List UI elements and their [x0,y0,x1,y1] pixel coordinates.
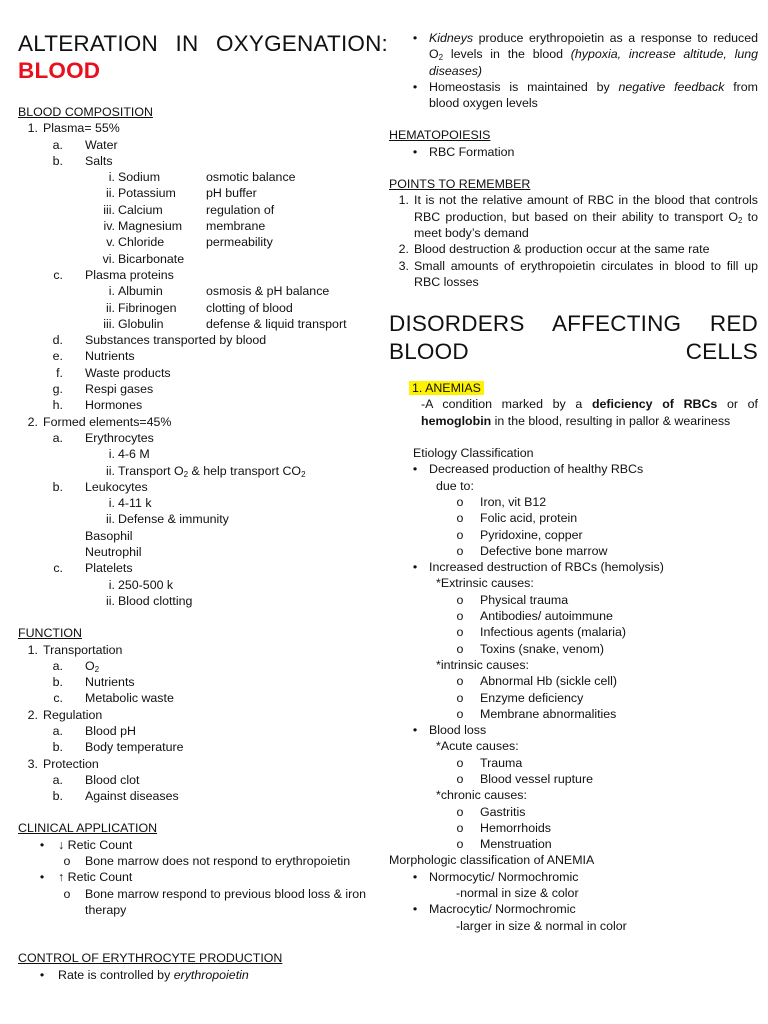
list-item: o Bone marrow respond to previous blood loss & iron therapy [63,886,367,917]
other-list [18,332,388,413]
list-item: a. Erythrocytes [52,430,154,445]
list-item: o Trauma [456,755,523,770]
list-item: ii. Transport $O_2$ & help transport $CO_2$ [106,463,306,479]
list-item: b. Against diseases [52,789,179,804]
heading-clinical-application: CLINICAL APPLICATION [18,821,158,836]
list-item: • ↓ Retic Count [39,837,133,852]
list-item: -normal in size & color [456,886,579,901]
list-item: o Bone marrow does not respond to erythropoietin [63,854,351,869]
list-item: iii. Globulin defense & liquid transport [103,316,347,331]
list-item: ii. Potassium pH buffer [106,186,257,201]
list-item: • Decreased production of healthy RBCs [412,462,644,477]
list-item: i. 250-500 k [108,577,174,592]
list-item: 1. Plasma= 55% [27,121,120,136]
list-item: *intrinsic causes: [436,657,529,672]
list-item: o Pyridoxine, copper [456,527,583,542]
list-item: o Toxins (snake, venom) [456,641,604,656]
heading-blood-composition: BLOOD COMPOSITION [18,105,153,119]
list-item: b. Nutrients [52,675,135,690]
list-item: o Membrane abnormalities [456,706,617,721]
list-item: ii. Defense & immunity [106,512,229,527]
list-item: ii. Blood clotting [106,593,193,608]
list-item: o Abnormal Hb (sickle cell) [456,674,618,689]
list-item: 2. Regulation [27,707,103,722]
list-item: • RBC Formation [412,144,515,159]
list-item: a. Blood clot [52,772,140,787]
acute-causes-list [389,755,758,788]
list-item: 1. Transportation [27,642,123,657]
intrinsic-causes-list [389,673,758,722]
list-item: g. Respi gases [52,382,154,397]
right-column [389,30,758,934]
list-item: -larger in size & normal in color [456,918,627,933]
list-item: o Defective bone marrow [456,543,608,558]
list-item: *Extrinsic causes: [436,576,534,591]
list-item: o Infectious agents (malaria) [456,625,627,640]
morphologic-heading: Morphologic classification of ANEMIA [389,853,595,868]
list-item: o Antibodies/ autoimmune [456,609,613,624]
list-item: iii. Calcium regulation of [103,202,275,217]
list-item: 2. Formed elements=45% [27,414,172,429]
list-item: b. Leukocytes [52,479,148,494]
list-item: Neutrophil [85,545,142,560]
heading-function: FUNCTION [18,626,83,641]
list-item: h. Hormones [52,398,143,413]
list-item: *chronic causes: [436,788,527,803]
list-item: • Rate is controlled by erythropoietin [39,967,249,982]
list-item: o Menstruation [456,837,552,852]
list-item: d. Substances transported by blood [52,333,267,348]
list-item: c. Metabolic waste [53,691,174,706]
extrinsic-causes-list [389,592,758,657]
list-item: f. Waste products [56,365,171,380]
etiology-heading: Etiology Classification [413,446,534,461]
list-item: • Macrocytic/ Normochromic [412,902,576,917]
page-title: ALTERATION IN OXYGENATION: [18,31,388,56]
list-item: 1. It is not the relative amount of RBC in the blood that controls RBC production, but based on their ability to transport $O_2$ to meet body’s demand [398,193,758,240]
heading-control-erythrocyte: CONTROL OF ERYTHROCYTE PRODUCTION [18,951,283,966]
list-item: e. Nutrients [52,349,135,364]
list-item: 2. Blood destruction & production occur at the same rate [398,242,710,257]
list-item: i. 4-11 k [108,496,152,511]
list-item: c. Plasma proteins [53,267,174,282]
list-item: a. Blood pH [52,723,136,738]
heading-points-to-remember: POINTS TO REMEMBER [389,177,531,192]
list-item: o Gastritis [456,804,526,819]
list-item: o Iron, vit B12 [456,494,547,509]
list-item: due to: [436,478,474,493]
list-item: 3. Small amounts of erythropoietin circulates in blood to fill up RBC losses [398,258,758,289]
list-item: o Folic acid, protein [456,511,578,526]
anemia-definition: -A condition marked by a deficiency of RBCs or of hemoglobin in the blood, resulting in pallor & weariness [421,397,758,428]
list-item: a. Water [52,137,118,152]
list-item: iv. Magnesium membrane [103,219,266,234]
heading-disorders: DISORDERS AFFECTING RED BLOOD CELLS [389,311,758,365]
list-item: o Blood vessel rupture [456,771,593,786]
heading-hematopoiesis: HEMATOPOIESIS [389,128,491,143]
page-title-blood: BLOOD [18,58,101,83]
list-item: • Blood loss [412,723,487,738]
list-item: • Homeostasis is maintained by negative feedback from blood oxygen levels [412,79,758,111]
list-item: b. Salts [52,153,113,168]
chronic-causes-list [389,804,758,853]
list-item: o Enzyme deficiency [456,690,584,705]
list-item: • ↑ Retic Count [39,870,133,885]
list-item: • Kidneys produce erythropoietin as a response to reduced $O_2$ levels in the blood (hypoxia, increase altitude, lung diseases) [412,31,759,78]
list-item: i. Sodium osmotic balance [108,170,296,185]
list-item: • Normocytic/ Normochromic [412,869,579,884]
list-item: o Physical trauma [456,592,569,607]
list-item: v. Chloride permeability [106,235,273,250]
list-item: ii. Fibrinogen clotting of blood [106,300,293,315]
left-column [18,30,388,983]
list-item: c. Platelets [53,561,133,576]
heading-anemias: 1. ANEMIAS [409,380,758,396]
salts-list [18,169,388,267]
list-item: • Increased destruction of RBCs (hemolysis) [412,560,664,575]
list-item: Basophil [85,528,133,543]
decreased-causes-list [389,494,758,559]
list-item: b. Body temperature [52,740,184,755]
list-item: o Hemorrhoids [456,820,551,835]
list-item: i. Albumin osmosis & pH balance [108,284,330,299]
list-item: i. 4-6 M [108,447,150,462]
list-item: a. $O_2$ [52,658,100,674]
protein-list [18,283,388,332]
list-item: vi. Bicarbonate [102,251,185,266]
list-item: *Acute causes: [436,739,519,754]
list-item: 3. Protection [27,756,99,771]
